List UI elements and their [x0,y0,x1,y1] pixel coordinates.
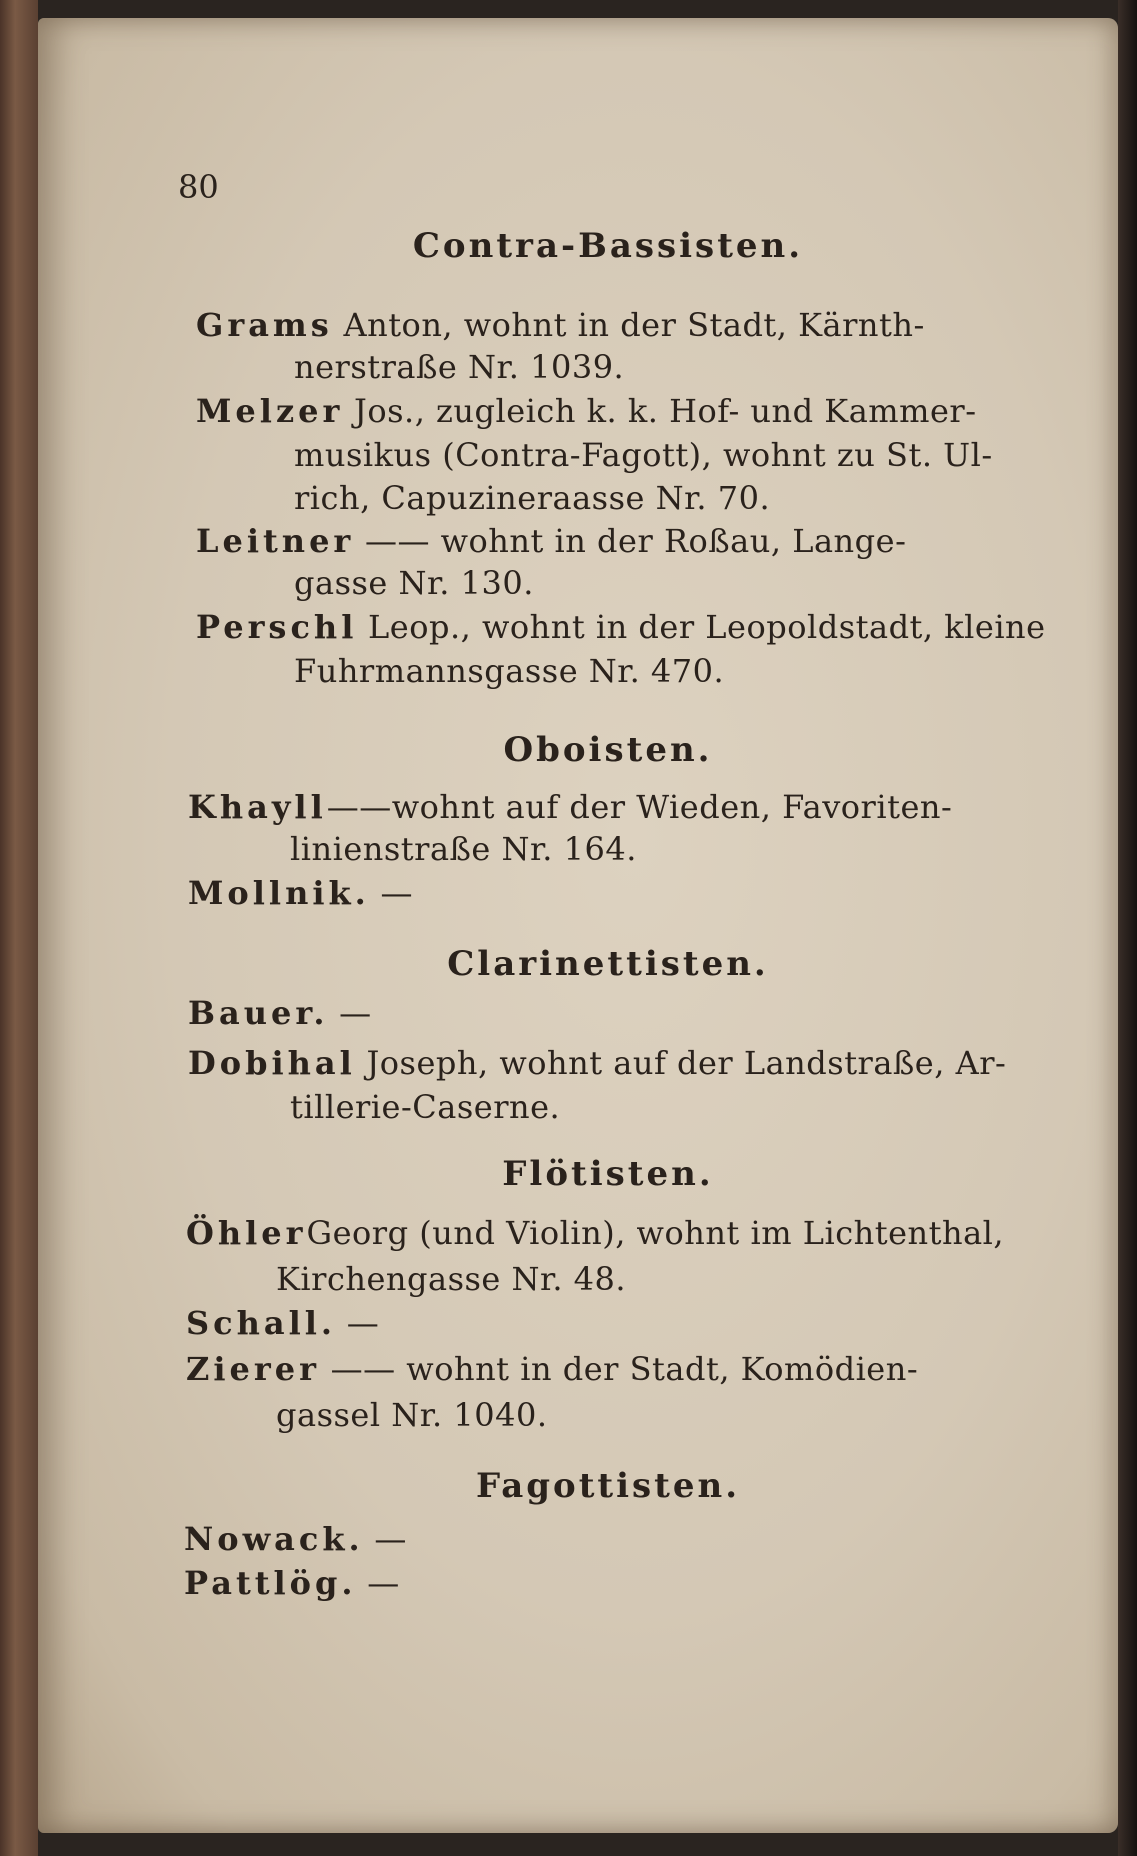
entry-text: Anton, wohnt in der Stadt, Kärnth- [332,306,925,344]
entry-name: Nowack. [184,1520,364,1558]
entry-text: —— wohnt in der Stadt, Komödien- [319,1350,919,1388]
entry-text: Georg (und Violin), wohnt im Lichtenthal, [306,1214,1005,1252]
entry-continuation: nerstraße Nr. 1039. [294,348,625,386]
entry-name: Dobihal [188,1044,356,1082]
entry-continuation: rich, Capuzineraasse Nr. 70. [294,479,771,517]
entry-text: — [336,1304,380,1342]
entry-text: Leop., wohnt in der Leopoldstadt, kleine [357,608,1046,646]
entry-name: Mollnik. [188,874,370,912]
entry-continuation: linienstraße Nr. 164. [290,830,637,868]
entry-text: ——wohnt auf der Wieden, Favoriten- [326,788,953,826]
entry-name: Schall. [186,1304,337,1342]
entry-line [188,1044,1006,1082]
entry-continuation: gassel Nr. 1040. [276,1396,548,1434]
entry-line [186,1214,1004,1252]
entry-line [184,1564,400,1602]
entry-name: Perschl [196,608,358,646]
entry-name: Grams [196,306,333,344]
entry-line [188,874,413,912]
entry-name: Öhler [186,1214,307,1252]
entry-continuation: gasse Nr. 130. [294,564,534,602]
entry-continuation: Kirchengasse Nr. 48. [276,1260,627,1298]
entry-line [196,306,925,344]
page-number: 80 [178,168,219,206]
entry-continuation: Fuhrmannsgasse Nr. 470. [294,652,725,690]
entry-continuation: musikus (Contra-Fagott), wohnt zu St. Ul- [294,436,993,474]
entry-text: — [328,994,372,1032]
book-page [38,18,1118,1833]
entry-text: Jos., zugleich k. k. Hof- und Kammer- [343,392,977,430]
section-heading-fagottisten: Fagottisten. [475,1466,741,1506]
section-heading-clarinettisten: Clarinettisten. [447,944,769,984]
book-edge [1118,0,1137,1856]
entry-name: Pattlög. [184,1564,357,1602]
entry-text: — [356,1564,400,1602]
entry-text: Joseph, wohnt auf der Landstraße, Ar- [355,1044,1007,1082]
entry-text: —— wohnt in der Roßau, Lange- [354,522,907,560]
entry-line [196,522,906,560]
entry-line [188,788,952,826]
entry-name: Zierer [186,1350,320,1388]
section-heading-oboisten: Oboisten. [503,730,713,770]
entry-text: — [369,874,413,912]
section-heading-contra-bassisten: Contra-Bassisten. [412,226,804,266]
entry-continuation: tillerie-Caserne. [290,1088,561,1126]
entry-text: — [363,1520,407,1558]
book-binding [0,0,38,1856]
entry-name: Khayll [188,788,327,826]
entry-name: Melzer [196,392,344,430]
entry-line [186,1304,379,1342]
entry-line [188,994,372,1032]
entry-line [196,608,1046,646]
entry-line [196,392,977,430]
entry-line [186,1350,918,1388]
entry-name: Leitner [196,522,355,560]
entry-line [184,1520,407,1558]
entry-name: Bauer. [188,994,329,1032]
section-heading-floetisten: Flötisten. [502,1154,714,1194]
